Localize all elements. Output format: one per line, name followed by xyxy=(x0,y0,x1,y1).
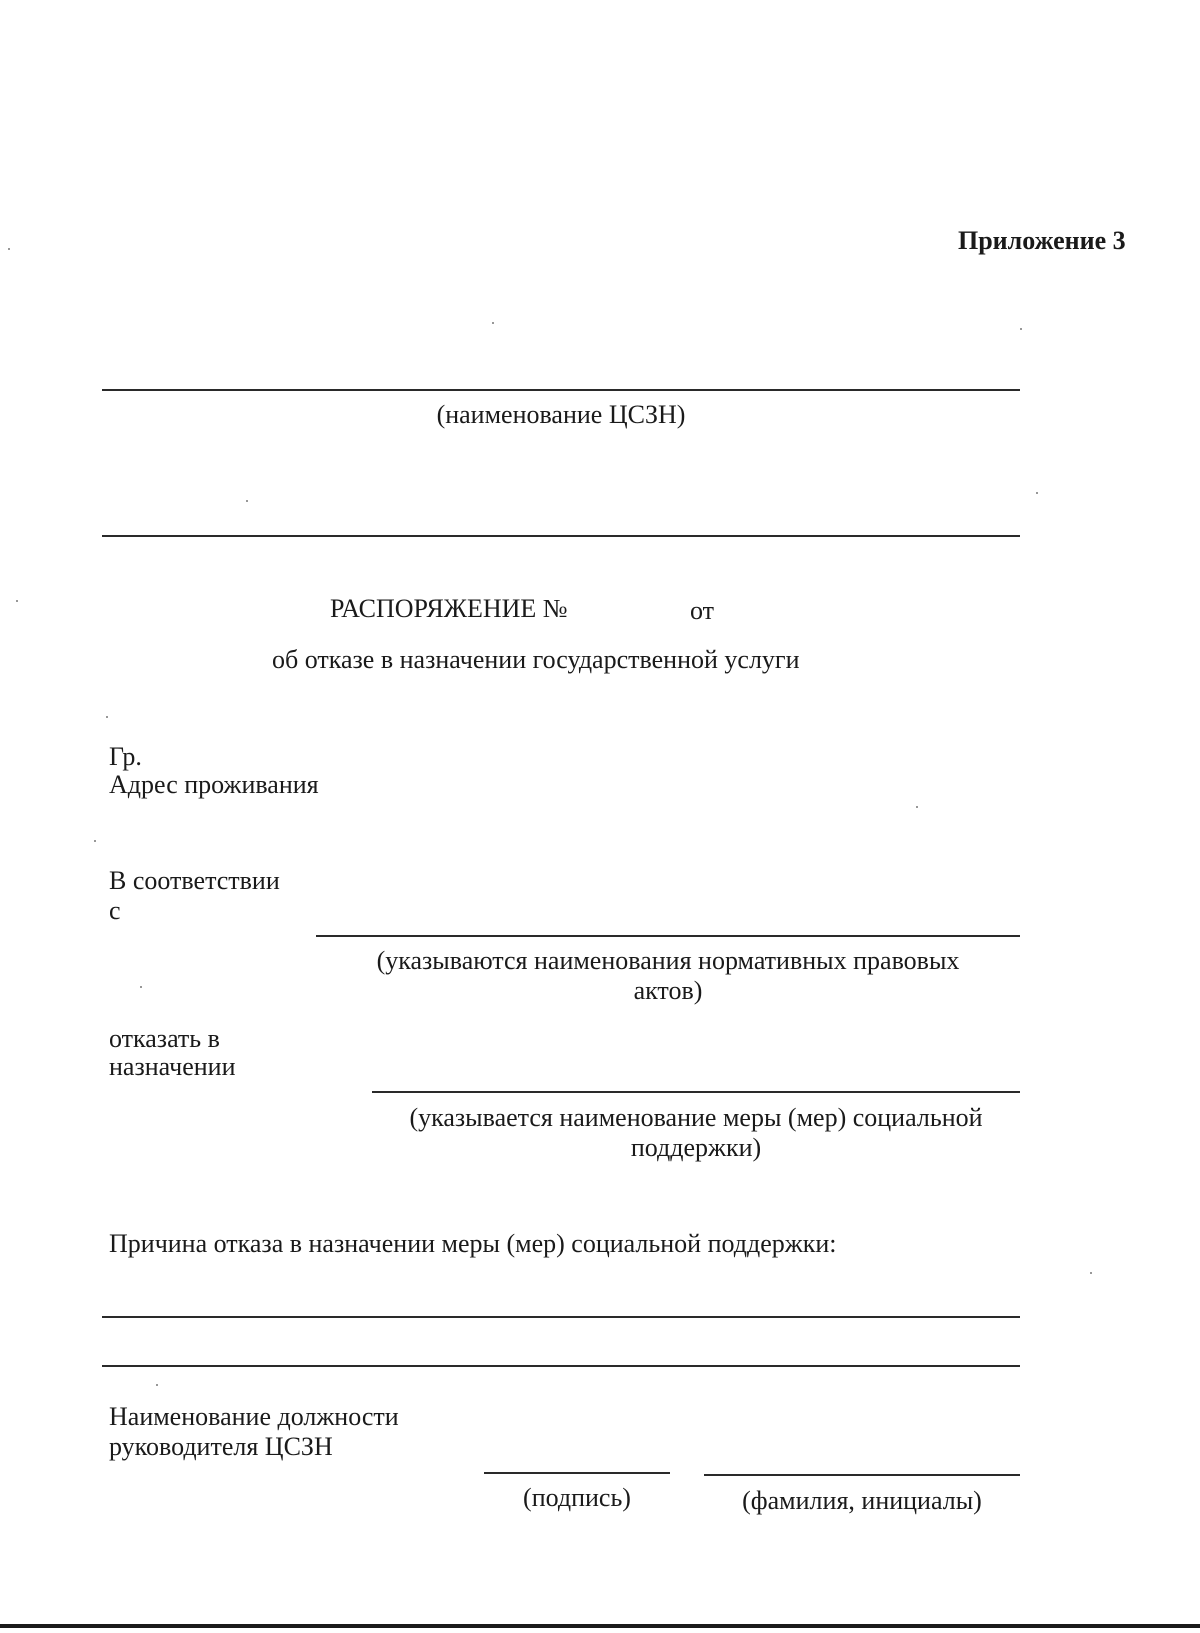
scan-bottom-edge xyxy=(0,1624,1200,1628)
scan-speck xyxy=(156,1384,158,1386)
scan-speck xyxy=(492,322,494,324)
scan-speck xyxy=(246,500,248,502)
position-title-cont: руководителя ЦСЗН xyxy=(109,1432,333,1461)
support-measure-caption-cont: поддержки) xyxy=(630,1133,762,1162)
accordance-label-cont: с xyxy=(109,896,121,925)
citizen-label: Гр. xyxy=(109,742,142,771)
org-name-caption: (наименование ЦСЗН) xyxy=(436,400,686,429)
org-name-line xyxy=(102,389,1020,391)
scan-speck xyxy=(140,986,142,988)
scan-speck xyxy=(1090,1272,1092,1274)
signature-caption: (подпись) xyxy=(523,1483,631,1512)
scan-speck xyxy=(16,600,18,602)
order-date-label: от xyxy=(690,596,715,625)
refusal-reason-label: Причина отказа в назначении меры (мер) социальной поддержки: xyxy=(109,1229,837,1258)
refuse-label: отказать в xyxy=(109,1024,220,1053)
refusal-reason-line-2 xyxy=(102,1365,1020,1367)
accordance-label: В соответствии xyxy=(109,866,280,895)
support-measure-line xyxy=(372,1091,1020,1093)
scan-speck xyxy=(8,248,10,250)
scan-speck xyxy=(1036,492,1038,494)
refusal-reason-line-1 xyxy=(102,1316,1020,1318)
refuse-label-cont: назначении xyxy=(109,1052,236,1081)
scan-speck xyxy=(1020,328,1022,330)
order-subject: об отказе в назначении государственной услуги xyxy=(272,645,800,674)
order-title: РАСПОРЯЖЕНИЕ № xyxy=(330,594,568,623)
separator-line xyxy=(102,535,1020,537)
signature-line xyxy=(484,1472,670,1474)
position-title: Наименование должности xyxy=(109,1402,399,1431)
name-line xyxy=(704,1474,1020,1476)
support-measure-caption: (указывается наименование меры (мер) социальной xyxy=(409,1103,983,1132)
scan-speck xyxy=(916,806,918,808)
legal-acts-caption: (указываются наименования нормативных правовых xyxy=(376,946,960,975)
appendix-label: Приложение 3 xyxy=(958,226,1126,255)
legal-acts-caption-cont: актов) xyxy=(633,976,703,1005)
address-label: Адрес проживания xyxy=(109,770,319,799)
legal-acts-line xyxy=(316,935,1020,937)
scan-speck xyxy=(106,716,108,718)
name-caption: (фамилия, инициалы) xyxy=(742,1486,982,1515)
scan-speck xyxy=(94,840,96,842)
